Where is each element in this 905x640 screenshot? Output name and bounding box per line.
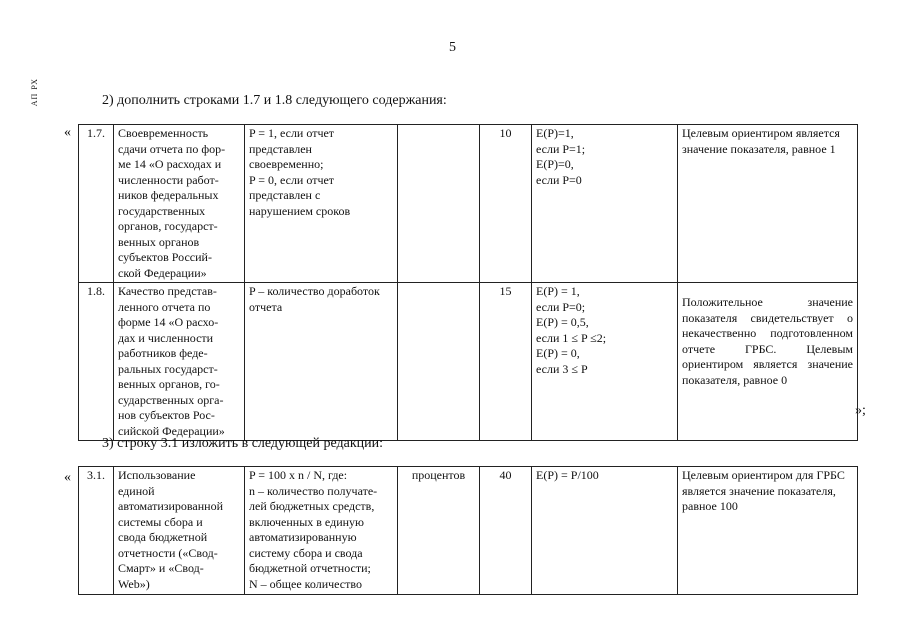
indicator-table-row-3-1	[78, 466, 858, 595]
section-2-instruction: 2) дополнить строками 1.7 и 1.8 следующего содержания:	[102, 93, 447, 108]
indicator-weight: 10	[480, 125, 532, 283]
section-3-instruction: 3) строку 3.1 изложить в следующей редакции:	[102, 436, 384, 451]
table-row-3-1	[79, 467, 858, 595]
indicator-formula: P = 1, если отчет представлен своевременно; P = 0, если отчет представлен с нарушением сроков	[245, 125, 398, 283]
indicator-table-rows-1-7-1-8	[78, 124, 858, 441]
indicator-unit: процентов	[398, 467, 480, 595]
row-number: 3.1.	[79, 467, 114, 595]
indicator-name: Своевременность сдачи отчета по фор- ме 14 «О расходах и численности работ- ников федеральных государственных органов, государст- венных органов субъектов Россий- ской Федерации»	[114, 125, 245, 283]
indicator-weight: 15	[480, 283, 532, 441]
indicator-evaluation: E(P) = 1, если P=0; E(P) = 0,5, если 1 ≤ P ≤2; E(P) = 0, если 3 ≤ P	[532, 283, 678, 441]
page-number: 5	[449, 40, 456, 55]
row-number: 1.7.	[79, 125, 114, 283]
indicator-comment: Целевым ориентиром для ГРБС является значение показателя, равное 100	[678, 467, 858, 595]
indicator-comment: Положительное значение показателя свидетельствует о некачественно подготовленном отчете ГРБС. Целевым ориентиром является значение показателя, равное 0	[678, 283, 858, 441]
indicator-unit	[398, 283, 480, 441]
indicator-name: Использование единой автоматизированной системы сбора и свода бюджетной отчетности («Свод- Смарт» и «Свод- Web»)	[114, 467, 245, 595]
indicator-evaluation: E(P) = P/100	[532, 467, 678, 595]
table-row-1-8	[79, 283, 858, 441]
indicator-name: Качество представ- ленного отчета по форме 14 «О расхо- дах и численности работников феде- ральных государст- венных органов, го- сударственных орга- нов субъектов Рос- сийской Федерации»	[114, 283, 245, 441]
indicator-formula: P = 100 x n / N, где: n – количество получате- лей бюджетных средств, включенных в единую автоматизированную систему сбора и свода бюджетной отчетности; N – общее количество	[245, 467, 398, 595]
indicator-formula: P – количество доработок отчета	[245, 283, 398, 441]
section-2-open-quote: «	[64, 125, 71, 140]
indicator-weight: 40	[480, 467, 532, 595]
indicator-comment: Целевым ориентиром является значение показателя, равное 1	[678, 125, 858, 283]
indicator-unit	[398, 125, 480, 283]
section-2-close-quote: »;	[855, 403, 866, 418]
table-row-1-7	[79, 125, 858, 283]
section-3-open-quote: «	[64, 470, 71, 485]
row-number: 1.8.	[79, 283, 114, 441]
indicator-evaluation: E(P)=1, если P=1; E(P)=0, если P=0	[532, 125, 678, 283]
side-margin-mark: АП РХ	[30, 78, 39, 107]
